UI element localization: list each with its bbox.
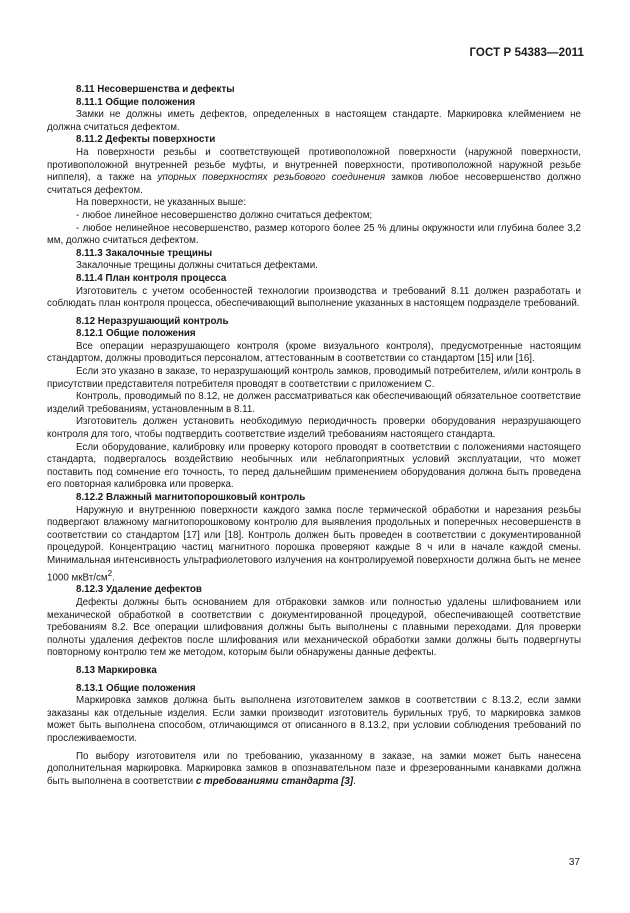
paragraph-text: На поверхности резьбы и соответствующей противоположной поверхности (наружной поверхности, противоположной внутренней резьбе муфты, и внутренней поверхности, противоположной наружной резьбе ниппеля), а также на <box>47 146 581 184</box>
paragraph-text: Наружную и внутреннюю поверхности каждого замка после термической обработки и нарезания резьбы подвергают влажному магнитопорошковому контролю для выявления продольных и поперечных несовершенств в соответствии со стандартом [17] или [18]. Контроль должен быть проведен в соответствии с документированной процедурой. Концентрацию частиц магнитного порошка проверяют каждые 8 ч или в начале каждой смены. Минимальная интенсивность ультрафиолетового излучения на контролируемой поверхности должна быть не менее 1000 мкВт/см <box>47 504 581 583</box>
section-heading: 8.12.1 Общие положения <box>76 328 196 340</box>
paragraph-text: замков любое несовершенство должно считаться дефектом. <box>47 172 581 196</box>
paragraph <box>47 751 581 789</box>
paragraph: Изготовитель с учетом особенностей технологии производства и требований 8.11 должен разработать и соблюдать план контроля процесса, обеспечивающий выполнение указанных в настоящем подразделе требований. <box>47 285 581 310</box>
section-heading: 8.12.2 Влажный магнитопорошковый контроль <box>76 492 306 503</box>
section-heading: 8.12 Неразрушающий контроль <box>76 315 229 327</box>
paragraph: Маркировка замков должна быть выполнена изготовителем замков в соответствии с 8.13.2, если замки заказаны как отдельные изделия. Если замки производит изготовитель бурильных труб, то маркировка замков может быть выполнена способом, отличающимся от описанного в 8.13.2, при условии соблюдения требований по прослеживаемости. <box>47 695 581 744</box>
paragraph: Дефекты должны быть основанием для отбраковки замков или полностью удалены шлифованием или механической обработкой в соответствии с документированной процедурой, обеспечивающей соответствие требованиям 8.2. Все операции шлифования должны быть выполнены с плавными переходами. Для проверки полноты удаления дефектов после шлифования или механической обработки замки должны быть подвергнуты повторному контролю тем же методом, которым были обнаружены данные дефекты. <box>47 597 581 659</box>
paragraph: Если оборудование, калибровку или проверку которого проводят в соответствии с положениями настоящего стандарта, подвергалось воздействию необычных или неблагоприятных условий эксплуатации, что может поставить под сомнение его точность, то перед дальнейшим применением оборудования должна быть проведена его повторная калибровка или проверка. <box>47 441 581 491</box>
section-heading: 8.12.3 Удаление дефектов <box>76 584 202 596</box>
paragraph: - любое линейное несовершенство должно считаться дефектом; <box>76 209 373 221</box>
paragraph <box>47 147 581 197</box>
section-heading: 8.11.3 Закалочные трещины <box>76 247 213 259</box>
section-heading: 8.11 Несовершенства и дефекты <box>76 84 235 95</box>
paragraph: Все операции неразрушающего контроля (кроме визуального контроля), предусмотренные настоящим стандартом, должны проводиться персоналом, аттестованным в соответствии со стандартом [15] или [16]. <box>47 340 581 365</box>
paragraph-text: . <box>112 571 115 583</box>
bold-italic-reference: с требованиями стандарта [3] <box>195 775 354 787</box>
standard-header: ГОСТ Р 54383—2011 <box>469 47 584 59</box>
paragraph: Закалочные трещины должны считаться дефектами. <box>76 260 318 272</box>
page-number: 37 <box>568 857 580 868</box>
document-body <box>47 79 581 788</box>
paragraph <box>47 505 581 585</box>
unit-superscript: 2 <box>107 568 113 578</box>
paragraph-text: . <box>353 775 356 787</box>
section-heading: 8.11.4 План контроля процесса <box>76 272 227 284</box>
emphasized-term: упорных поверхностях резьбового соединения <box>157 172 386 184</box>
paragraph: Замки не должны иметь дефектов, определенных в настоящем стандарте. Маркировка клеймением не должна считаться дефектом. <box>47 109 581 133</box>
paragraph-text: По выбору изготовителя или по требованию, указанному в заказе, на замки может быть нанесена дополнительная маркировка. Маркировка замков в опознавательном пазе и фрезерованными канавками должна быть выполнена в соответствии <box>47 750 581 787</box>
section-heading: 8.13.1 Общие положения <box>76 682 196 694</box>
section-heading: 8.11.1 Общие положения <box>76 96 196 108</box>
paragraph: Изготовитель должен установить необходимую периодичность проверки оборудования неразрушающего контроля для того, чтобы подтвердить соответствие изделий требованиям настоящего стандарта. <box>47 416 581 441</box>
paragraph: Контроль, проводимый по 8.12, не должен рассматриваться как обеспечивающий обязательное соответствие изделий требованиям, установленным в 8.11. <box>47 391 581 415</box>
paragraph: - любое нелинейное несовершенство, размер которого более 25 % длины окружности или глубина более 3,2 мм, должно считаться дефектом. <box>47 222 581 247</box>
section-heading: 8.13 Маркировка <box>76 664 157 676</box>
paragraph: Если это указано в заказе, то неразрушающий контроль замков, проводимый потребителем, и/или контроль в присутствии представителя потребителя проводят в соответствии с приложением C. <box>47 366 581 390</box>
section-heading: 8.11.2 Дефекты поверхности <box>76 134 216 146</box>
paragraph: На поверхности, не указанных выше: <box>76 197 246 209</box>
